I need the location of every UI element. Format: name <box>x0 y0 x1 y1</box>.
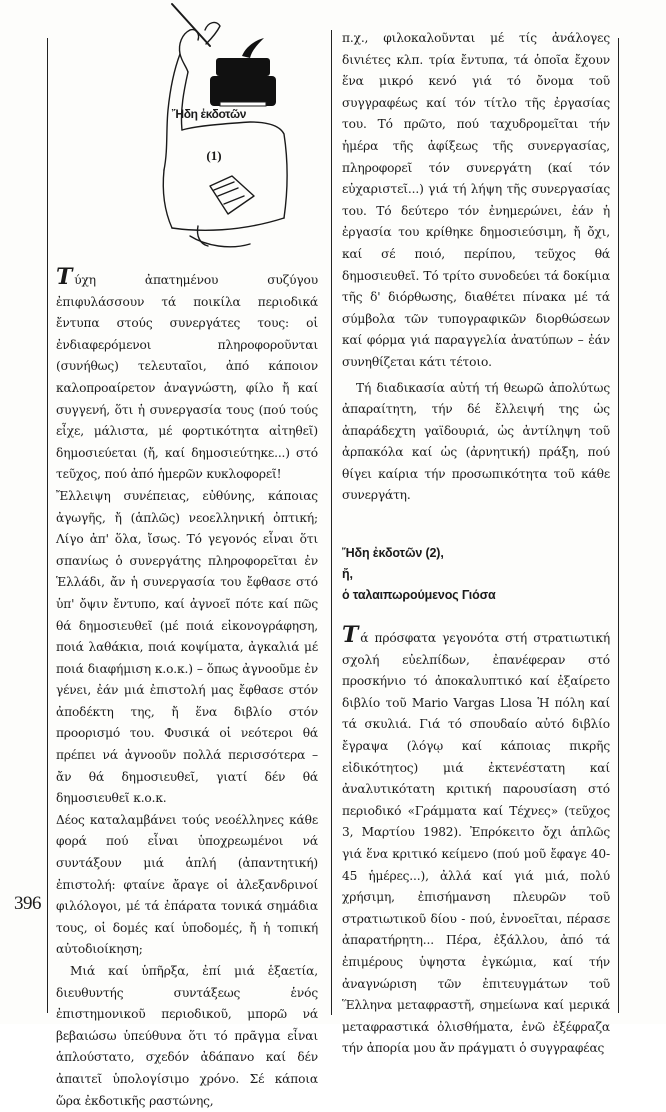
illustration-title: Ἤδη ἐκδοτῶν <box>171 107 247 121</box>
right-paragraph-2: Τή διαδικασία αὐτή τή θεωρῶ ἀπολύτως ἀπαραίτητη, τήν δέ ἔλλειψή της ὡς ἀπαράδεχτη γαϊδουριά, ὡς ἀντίληψη τοῦ ἀρπακόλα καί ὡς (ἀρνητική) πράξη, πού θίγει καίρια τήν προσωπικότητα τοῦ κάθε συνεργάτη. <box>342 380 610 503</box>
illustration-number: (1) <box>206 148 222 163</box>
right-paragraph-3-text: ά πρόσφατα γεγονότα στή στρατιωτική σχολή εὐελπίδων, ἐπανέφεραν στό προσκήνιο τό ἀποκαλυπτικό καί ἐξαίρετο διβλίο τοῦ Mario Vargas Llosa Ἡ πόλη καί τά σκυλιά. Γιά τό σπουδαίο αὐτό διβλίο ἔγραψα (λόγῳ καί κάποιας πικρῆς εἰδικότητος) μιά ἐκτενέστατη καί ἀναλυτικότατη κριτική παρουσίαση στό περιοδικό «Γράμματα καί Τέχνες» (τεῦχος 3, Μαρτίου 1982). Ἐπρόκειτο ὄχι ἁπλῶς γιά ἕνα κριτικό κείμενο (πού μοῦ ἔφαγε 40-45 ἡμέρες...), ἀλλά καί γιά μιά, πολύ χρήσιμη, ἐπισήμανση πλευρῶν τοῦ στρατιωτικοῦ δίου - πού, ἐννοεῖται, πέρασε ἀπαρατήρητη... Πέρα, ἐξάλλου, ἀπό τά ἐπιμέρους ὑψηστα ἐγκώμια, καί τήν ἀναγνώριση τῶν ἐπιτευγμάτων τοῦ Ἕλληνα μεταφραστῆ, σημείωνα καί μερικά μεταφραστικά ὀλισθήματα, ἐνῶ ἐξέφραζα τήν ἀπορία μου ἄν πράγματι ὁ συγγραφέας <box>342 631 610 1056</box>
section-heading-line-3: ὁ ταλαιπωρούμενος Γιόσα <box>342 588 496 603</box>
left-paragraph-4: Μιά καί ὑπῆρξα, ἐπί μιά ἑξαετία, διευθυντής συντάξεως ἑνός ἐπιστημονικοῦ περιοδικοῦ, μπορῶ νά βεβαιώσω ὑπεύθυνα ὅτι τό πρᾶγμα εἶναι ἁπλούστατο, σχεδόν ἀδάπανο καί δέν ἀπαιτεῖ ὑπολογίσιμο χρόνο. Σέ κάποια ὥρα ἐκδοτικῆς ραστώνης, <box>56 964 318 1108</box>
right-paragraph-3 <box>342 622 610 1060</box>
right-column <box>342 28 610 1060</box>
column-divider-rule <box>331 30 332 1015</box>
writer-illustration <box>150 0 290 255</box>
section-heading-line-2: ἤ, <box>342 567 353 582</box>
section-heading <box>342 543 610 606</box>
right-paragraph-1: π.χ., φιλοκαλοῦνται μέ τίς ἀνάλογες διvιέτες κλπ. τρία ἔντυπα, τά ὁποῖα ἔχουν ἕνα μικρό κενό γιά τό ὄνομα τοῦ συγγραφέως καί τόν τίτλο τῆς ἐργασίας του. Τό πρῶτο, πού ταχυδρομεῖται τήν ἡμέρα τῆς ἀφίξεως τῆς συνεργασίας, πληροφορεῖ τόν συνεργάτη (καί τόν εὐχαριστεῖ...) γιά τή λήψη τῆς συνεργασίας του. Τό δεύτερο τόν ἐνημερώνει, ἐάν ἡ ἐργασία του κρίθηκε δημοσιεύσιμη, ἤ ὄχι, καί σέ ποιό, περίπου, τεῦχος θά δημοσιευθεῖ. Τό τρίτο συνοδεύει τά δοκίμια τῆς δ' διόρθωσης, διαθέτει πίνακα μέ τά σύμβολα τῶν τυπογραφικῶν διορθώσεων καί φόρμα γιά παραγγελία ἀνατύπων – ἐάν συνηθίζεται κάτι τέτοιο. <box>342 31 610 369</box>
left-column <box>56 264 318 1112</box>
drop-cap: Τ <box>56 264 73 290</box>
right-margin-rule <box>618 38 619 1013</box>
left-margin-rule <box>47 38 48 1013</box>
left-paragraph-3: Δέος καταλαμβάνει τούς νεοέλληνες κάθε φορά πού εἶναι ὑποχρεωμένοι νά συντάξουν μιά ἁπλή (ἀπαντητική) ἐπιστολή: φταίνε ἄραγε οἱ ἀλεξανδρινοί φιλόλογοι, μέ τά ἐπάρατα τονικά σημάδια τους, οἱ δομές καί ὑποδομές, ἤ ἡ τοπική αὐτοδιοίκηση; <box>56 812 318 957</box>
left-paragraph-1 <box>56 264 318 486</box>
left-paragraph-1-text: ύχη ἀπατημένου συζύγου ἐπιφυλάσσουν τά ποικίλα περιοδικά ἔντυπα στούς συνεργάτες τους: οἱ ἐνδιαφερόμενοι πληροφοροῦνται (συνήθως) τελευταῖοι, ἀπό κάποιον καλοπροαίρετον ἀναγνώστη, φίλο ἤ καί συγγενή, ὅτι ἡ συνεργασία τους (πού τούς εἶχε, μάλιστα, μέ φορτικότητα αἰτηθεῖ) δημοσιεύεται (ἤ, καί δημοσιεύτηκε...) στό τεῦχος, πού ἀπό ἡμερῶν κυκλοφορεῖ! <box>56 273 318 482</box>
section-heading-line-1: Ἤδη ἐκδοτῶν (2), <box>342 546 444 561</box>
page-number: 396 <box>14 893 41 914</box>
drop-cap: Τ <box>342 622 359 649</box>
left-paragraph-2: Ἔλλειψη συνέπειας, εὐθύνης, κάποιας ἀγωγῆς, ἤ (ἁπλῶς) νεοελληνική ὀπτική; Λίγο ἀπ' ὅλα, ἴσως. Τό γεγονός εἶναι ὅτι σπανίως ὁ συνεργάτης πληροφορεῖται ἐν Ἑλλάδι, ἄν ἡ συνεργασία του ἔφθασε στό ὑπ' ὄψιν ἔντυπο, καί ἀγνοεῖ πότε καί πῶς θά δημοσιευθεῖ (μέ ποιά εἰκονογράφηση, ποιά λαθάκια, ποιά κοψίματα, ἀγκαλιά μέ ποιά διαφήμιση κ.ο.κ.) – ὅπως ἀγνοοῦμε ἐν γένει, ἐάν μιά ἐπιστολή μας ἔφθασε στόν ἀποδέκτη της, ἤ ἕνα διβλίο στόν προορισμό του. Φυσικά οἱ νεότεροι θά πρέπει νά ἀγνοοῦν πολλά περισσότερα – ἄν θά δημοσιευθεῖ, γιατί δέν θά δημοσιευθεῖ κ.ο.κ. <box>56 488 318 806</box>
